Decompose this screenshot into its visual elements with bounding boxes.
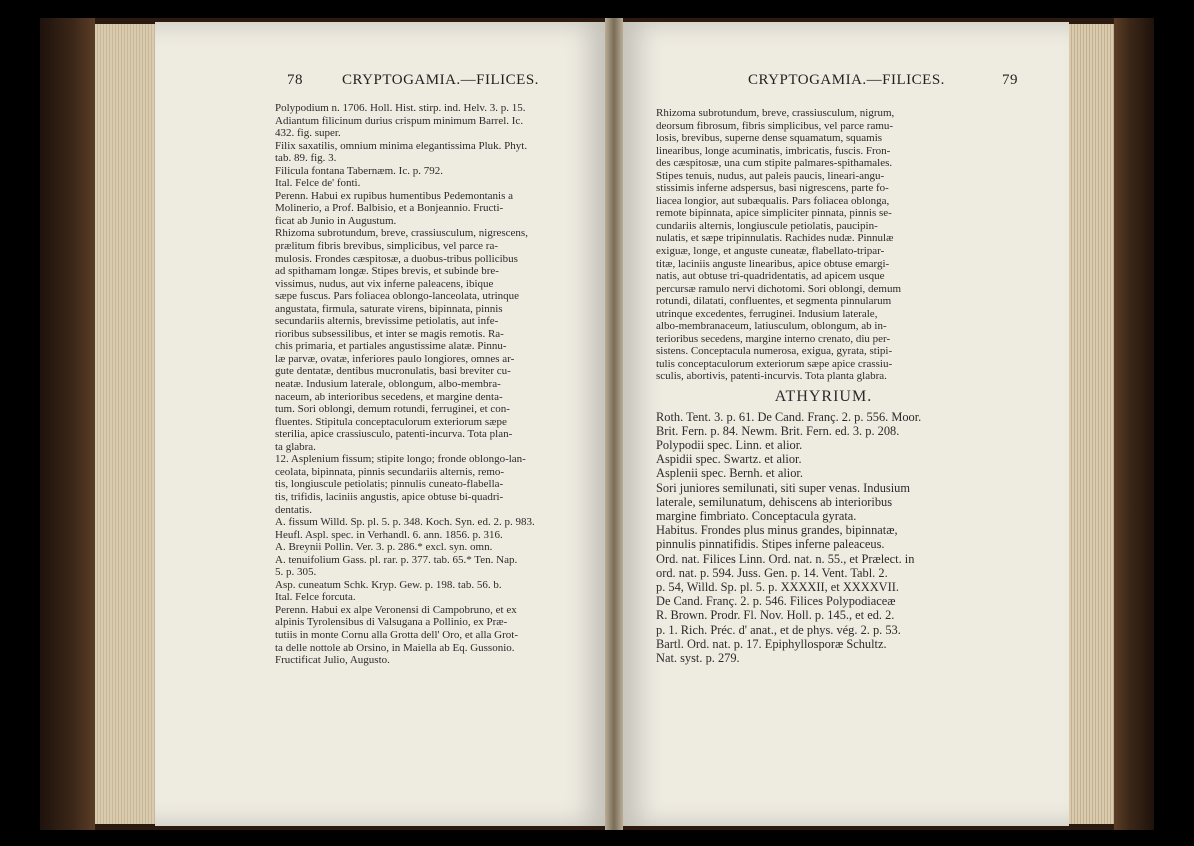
text-line: Filicula fontana Tabernæm. Ic. p. 792. (275, 164, 443, 177)
text-line: Filix saxatilis, omnium minima elegantissima Pluk. Phyt. (275, 139, 528, 152)
text-line: Rhizoma subrotundum, breve, crassiusculum, nigrescens, (275, 227, 528, 240)
text-line: tutiis in monte Cornu alla Grotta dell' Oro, et alla Grot- (275, 628, 519, 641)
text-line: sculis, abortivis, patenti-incurvis. Tota planta glabra. (656, 370, 887, 383)
text-line: tab. 89. fig. 3. (275, 152, 337, 165)
left-page-body (275, 102, 595, 667)
open-book (40, 18, 1154, 830)
text-line: natis, aut obtuse tri-quadridentatis, ad apicem usque (656, 270, 885, 283)
text-line: deorsum fibrosum, fibris simplicibus, vel parce ramu- (656, 119, 894, 132)
text-line: 432. fig. super. (275, 127, 341, 140)
text-line: dentatis. (275, 503, 312, 516)
text-line: titæ, laciniis anguste linearibus, apice obtuse emargi- (656, 257, 890, 270)
text-line: Ital. Felce de' fonti. (275, 177, 361, 190)
text-line: remote bipinnata, apice simpliciter pinnata, pinnis se- (656, 207, 892, 220)
text-line: Molinerio, a Prof. Balbisio, et a Bonjeannio. Fructi- (275, 202, 504, 215)
text-line: Heufl. Aspl. spec. in Verhandl. 6. ann. 1856. p. 316. (275, 528, 503, 541)
text-line: percursæ ramulo nervi dichotomi. Sori oblongi, demum (656, 282, 902, 295)
text-line: Polypodium n. 1706. Holl. Hist. stirp. ind. Helv. 3. p. 15. (275, 102, 526, 114)
text-line: Polypodii spec. Linn. et alior. (656, 437, 803, 452)
text-line: Ord. nat. Filices Linn. Ord. nat. n. 55., et Prælect. in (656, 551, 915, 566)
text-line: alpinis Tyrolensibus di Valsugana a Pollinio, ex Præ- (275, 616, 508, 629)
text-line: stissimis inferne adspersus, basi nigrescens, parte fo- (656, 182, 889, 195)
text-line: prælitum fibris brevibus, simplicibus, vel parce ra- (275, 240, 499, 253)
right-bottom-text (656, 410, 991, 666)
text-line: angustata, firmula, saturate virens, bipinnata, pinnis (275, 302, 503, 315)
text-line: p. 54, Willd. Sp. pl. 5. p. XXXXII, et XXXXVII. (656, 580, 899, 595)
text-line: Aspidii spec. Swartz. et alior. (656, 452, 802, 467)
text-line: Ital. Felce forcuta. (275, 591, 356, 604)
left-page-number: 78 (287, 72, 303, 88)
text-line: terioribus secedens, margine interno crenato, diu per- (656, 332, 891, 345)
text-line: tis, trifidis, laciniis angustis, apice obtuse bi-quadri- (275, 490, 504, 503)
text-line: laterale, semilunatum, dehiscens ab interioribus (656, 494, 893, 509)
left-page (155, 22, 610, 826)
right-running-head: CRYPTOGAMIA.—FILICES. (748, 72, 945, 88)
text-line: secundariis alternis, brevissime petiolatis, aut infe- (275, 315, 499, 328)
text-line: R. Brown. Prodr. Fl. Nov. Holl. p. 145., et ed. 2. (656, 608, 895, 623)
text-line: rotundi, dilatati, confluentes, et segmenta pinnularum (656, 295, 892, 308)
text-line: 12. Asplenium fissum; stipite longo; fronde oblongo-lan- (275, 453, 526, 466)
text-line: fluentes. Stipitula conceptaculorum exteriorum sæpe (275, 415, 507, 428)
text-line: Asplenii spec. Bernh. et alior. (656, 466, 803, 481)
text-line: chis primaria, et partiales angustissime alatæ. Pinnu- (275, 340, 507, 353)
text-line: Perenn. Habui ex alpe Veronensi di Campobruno, et ex (275, 603, 517, 616)
text-line: ceolata, bipinnata, pinnis secundariis alternis, remo- (275, 465, 505, 478)
text-line: ta glabra. (275, 440, 316, 453)
book-cover-right (1114, 18, 1154, 830)
text-line: liacea longior, aut subæqualis. Pars foliacea oblonga, (656, 194, 890, 207)
text-line: Sori juniores semilunati, siti super venas. Indusium (656, 480, 910, 495)
text-line: Fructificat Julio, Augusto. (275, 654, 390, 667)
text-line: Habitus. Frondes plus minus grandes, bipinnatæ, (656, 523, 898, 538)
text-line: rioribus subsessilibus, et inter se magis remotis. Ra- (275, 327, 504, 340)
text-line: Perenn. Habui ex rupibus humentibus Pedemontanis a (275, 189, 513, 202)
text-line: tis, longiuscule petiolatis; pinnulis cuneato-flabella- (275, 478, 504, 491)
text-line: Rhizoma subrotundum, breve, crassiusculum, nigrum, (656, 107, 895, 119)
text-line: ad spithamam longæ. Stipes brevis, et subinde bre- (275, 265, 499, 278)
text-line: des cæspitosæ, una cum stipite palmares-spithamales. (656, 157, 893, 170)
text-line: ficat ab Junio in Augustum. (275, 214, 397, 227)
text-line: A. fissum Willd. Sp. pl. 5. p. 348. Koch. Syn. ed. 2. p. 983. (275, 516, 535, 529)
text-line: Nat. syst. p. 279. (656, 651, 740, 666)
text-line: naceum, ab interioribus secedens, et margine denta- (275, 390, 503, 403)
text-line: 5. p. 305. (275, 566, 317, 579)
section-title: ATHYRIUM. (774, 388, 873, 406)
text-line: Stipes tenuis, nudus, aut paleis paucis, lineari-angu- (656, 169, 885, 182)
left-running-head: CRYPTOGAMIA.—FILICES. (342, 72, 539, 88)
right-page (618, 22, 1069, 826)
text-line: tulis conceptaculorum exteriorum sæpe apice crassiu- (656, 357, 893, 370)
text-line: pinnulis pinnatifidis. Stipes inferne paleaceus. (656, 537, 885, 552)
text-line: Bartl. Ord. nat. p. 17. Epiphyllosporæ Schultz. (656, 636, 887, 651)
text-line: vissimus, nudus, aut vix inferne paleacens, ibique (275, 277, 494, 290)
text-line: tum. Sori oblongi, demum rotundi, ferruginei, et con- (275, 403, 510, 416)
text-line: læ parvæ, ovatæ, inferiores paulo longiores, omnes ar- (275, 352, 515, 365)
text-line: sterilia, apice crassiusculo, patenti-incurva. Tota plan- (275, 428, 513, 441)
text-line: utrinque excedentes, ferruginei. Indusium laterale, (656, 307, 878, 320)
book-gutter (605, 18, 623, 830)
text-line: sistens. Conceptacula numerosa, exigua, gyrata, stipi- (656, 345, 893, 358)
text-line: Adiantum filicinum durius crispum minimum Barrel. Ic. (275, 114, 524, 127)
text-line: Asp. cuneatum Schk. Kryp. Gew. p. 198. tab. 56. b. (275, 578, 502, 591)
text-line: mulosis. Frondes cæspitosæ, a duobus-tribus pollicibus (275, 252, 518, 265)
right-page-body (656, 107, 991, 665)
text-line: exiguæ, longe, et anguste cuneatæ, flabellato-tripar- (656, 245, 885, 258)
book-cover-left (40, 18, 95, 830)
right-page-number: 79 (1002, 72, 1018, 88)
text-line: ord. nat. p. 594. Juss. Gen. p. 14. Vent. Tabl. 2. (656, 565, 888, 580)
text-line: sæpe fuscus. Pars foliacea oblongo-lanceolata, utrinque (275, 290, 520, 303)
text-line: Roth. Tent. 3. p. 61. De Cand. Franç. 2. p. 556. Moor. (656, 409, 922, 424)
text-line: cundariis alternis, longiuscule petiolatis, paucipin- (656, 219, 878, 232)
text-line: ta delle nottole ab Orsino, in Maiella ab Eq. Gussonio. (275, 641, 515, 654)
text-line: Brit. Fern. p. 84. Newm. Brit. Fern. ed. 3. p. 208. (656, 423, 900, 438)
text-line: De Cand. Franç. 2. p. 546. Filices Polypodiaceæ (656, 594, 896, 609)
page-edges-right (1069, 24, 1114, 824)
text-line: neatæ. Indusium laterale, oblongum, albo-membra- (275, 378, 501, 391)
text-line: losis, brevibus, superne dense squamatum, squamis (656, 132, 883, 145)
right-top-text (656, 107, 991, 383)
text-line: A. Breynii Pollin. Ver. 3. p. 286.* excl. syn. omn. (275, 541, 493, 554)
page-edges-left (95, 24, 155, 824)
text-line: A. tenuifolium Gass. pl. rar. p. 377. tab. 65.* Ten. Nap. (275, 553, 518, 566)
text-line: albo-membranaceum, latiusculum, oblongum, ab in- (656, 320, 887, 333)
text-line: nulatis, et sæpe tripinnulatis. Rachides nudæ. Pinnulæ (656, 232, 894, 245)
text-line: margine fimbriato. Conceptacula gyrata. (656, 509, 857, 523)
text-line: p. 1. Rich. Préc. d' anat., et de phys. vég. 2. p. 53. (656, 622, 901, 637)
text-line: linearibus, longe acuminatis, imbricatis, fuscis. Fron- (656, 144, 891, 157)
text-line: gute dentatæ, dentibus mucronulatis, basi breviter cu- (275, 365, 511, 378)
